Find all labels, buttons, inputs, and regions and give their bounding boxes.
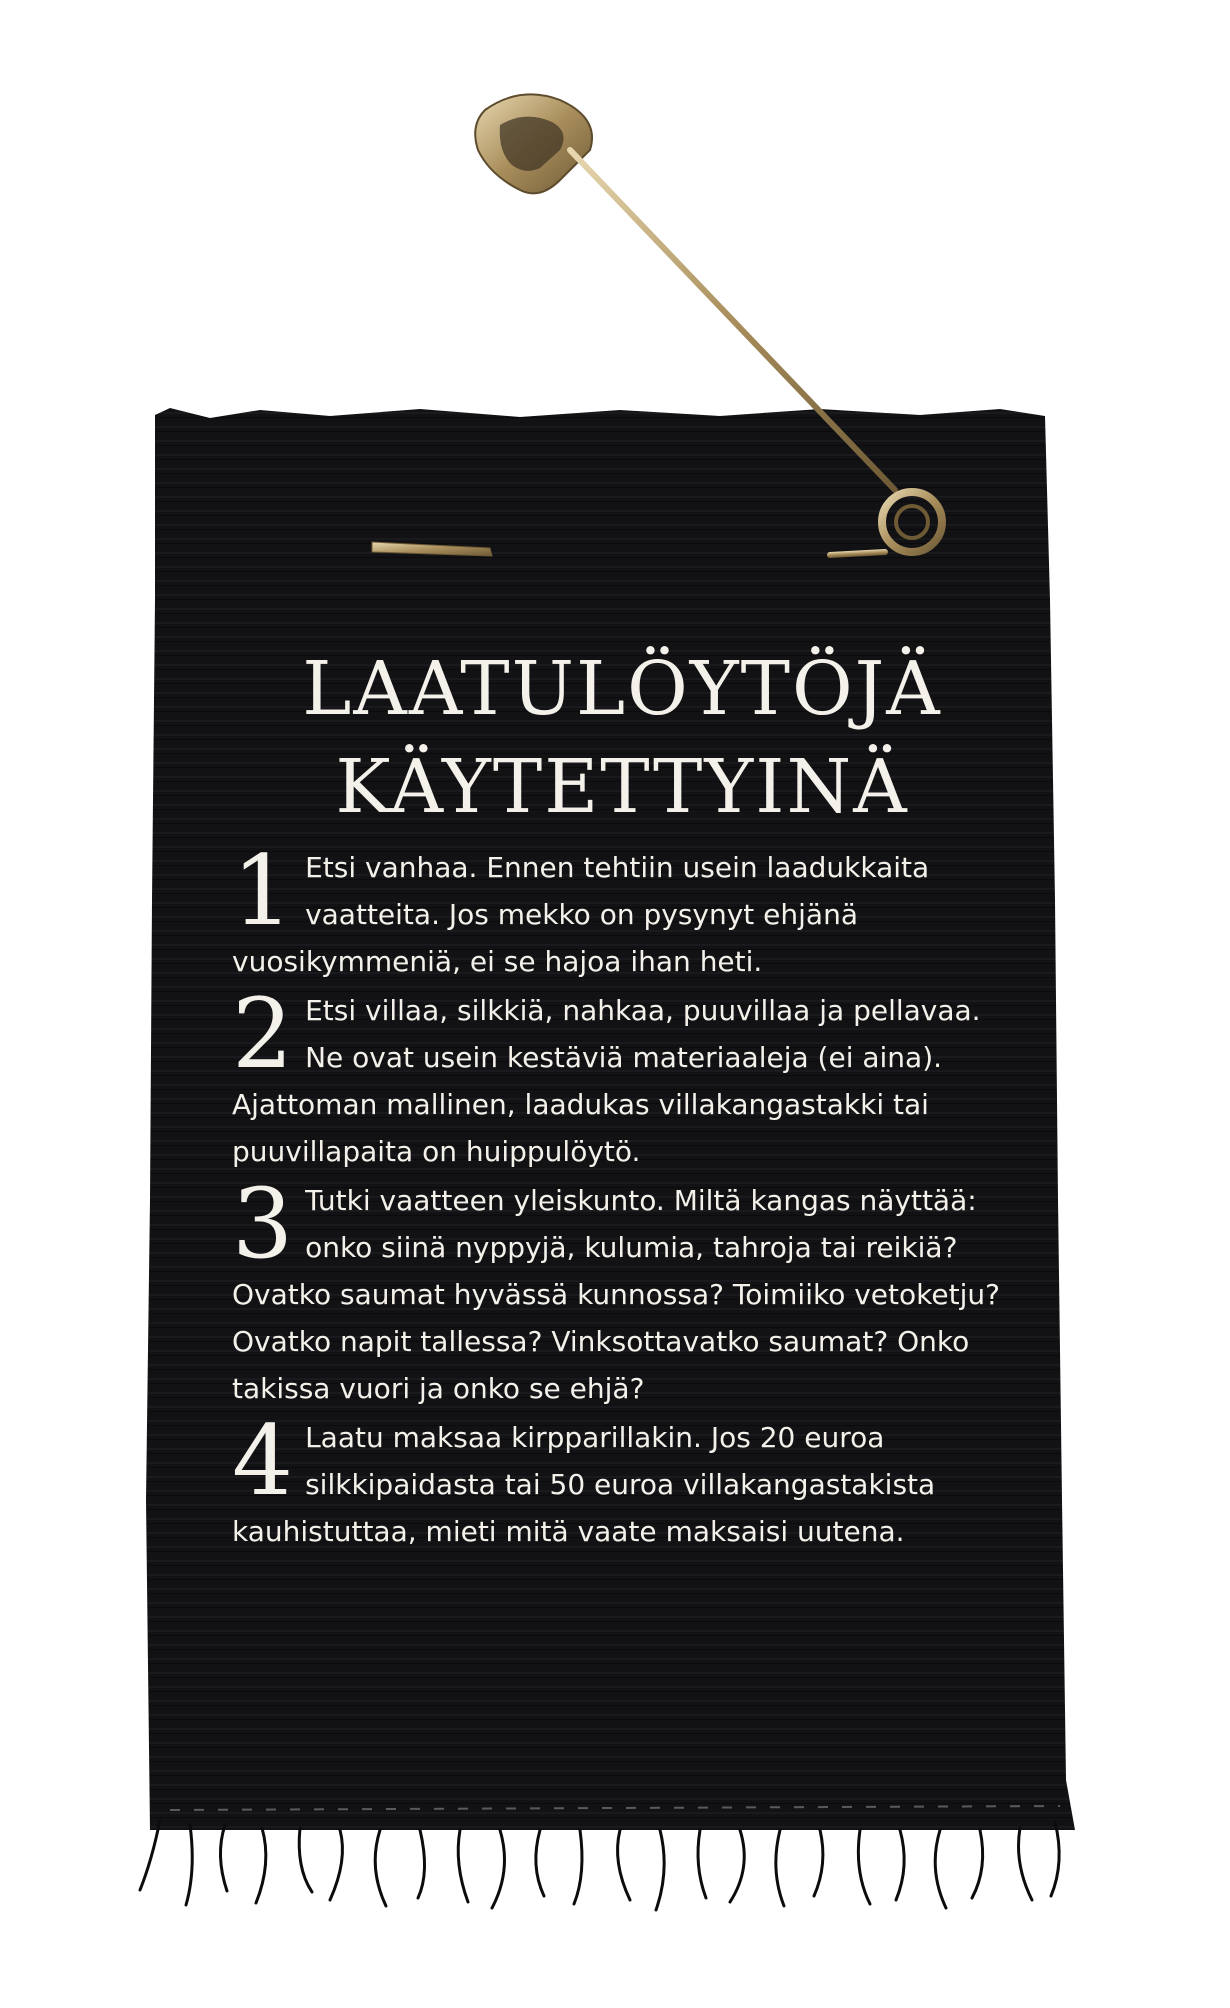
fabric-fringe xyxy=(140,1820,1059,1910)
headline-line-2: KÄYTETTYINÄ xyxy=(335,744,909,830)
tip-1 xyxy=(232,835,1012,985)
card-text xyxy=(232,640,1012,1555)
tip-number: 2 xyxy=(232,978,294,1090)
tip-number: 4 xyxy=(232,1405,294,1517)
tip-3 xyxy=(232,1168,1012,1412)
tip-text: Tutki vaatteen yleiskunto. Miltä kangas näyttää: onko siinä nyppyjä, kulumia, tahroja tai reikiä? Ovatko saumat hyvässä kunnossa? Toimiiko vetoketju? Ovatko napit tallessa? Vinksottavatko saumat? Onko takissa vuori ja onko se ehjä? xyxy=(232,1184,1000,1405)
tip-text: Etsi villaa, silkkiä, nahkaa, puuvillaa ja pellavaa. Ne ovat usein kestäviä materiaaleja (ei aina). Ajattoman mallinen, laadukas villakangastakki tai puuvillapaita on huippulöytö. xyxy=(232,994,981,1168)
tip-text: Etsi vanhaa. Ennen tehtiin usein laadukkaita vaatteita. Jos mekko on pysynyt ehjänä vuosikymmeniä, ei se hajoa ihan heti. xyxy=(232,851,930,978)
tip-text: Laatu maksaa kirpparillakin. Jos 20 euroa silkkipaidasta tai 50 euroa villakangastakista kauhistuttaa, mieti mitä vaate maksaisi uutena. xyxy=(232,1421,936,1548)
tip-number: 1 xyxy=(232,835,294,947)
tip-4 xyxy=(232,1405,1012,1555)
headline xyxy=(232,640,1012,836)
tip-number: 3 xyxy=(232,1168,294,1280)
tip-2 xyxy=(232,978,1012,1175)
headline-line-1: LAATULÖYTÖJÄ xyxy=(302,646,942,732)
